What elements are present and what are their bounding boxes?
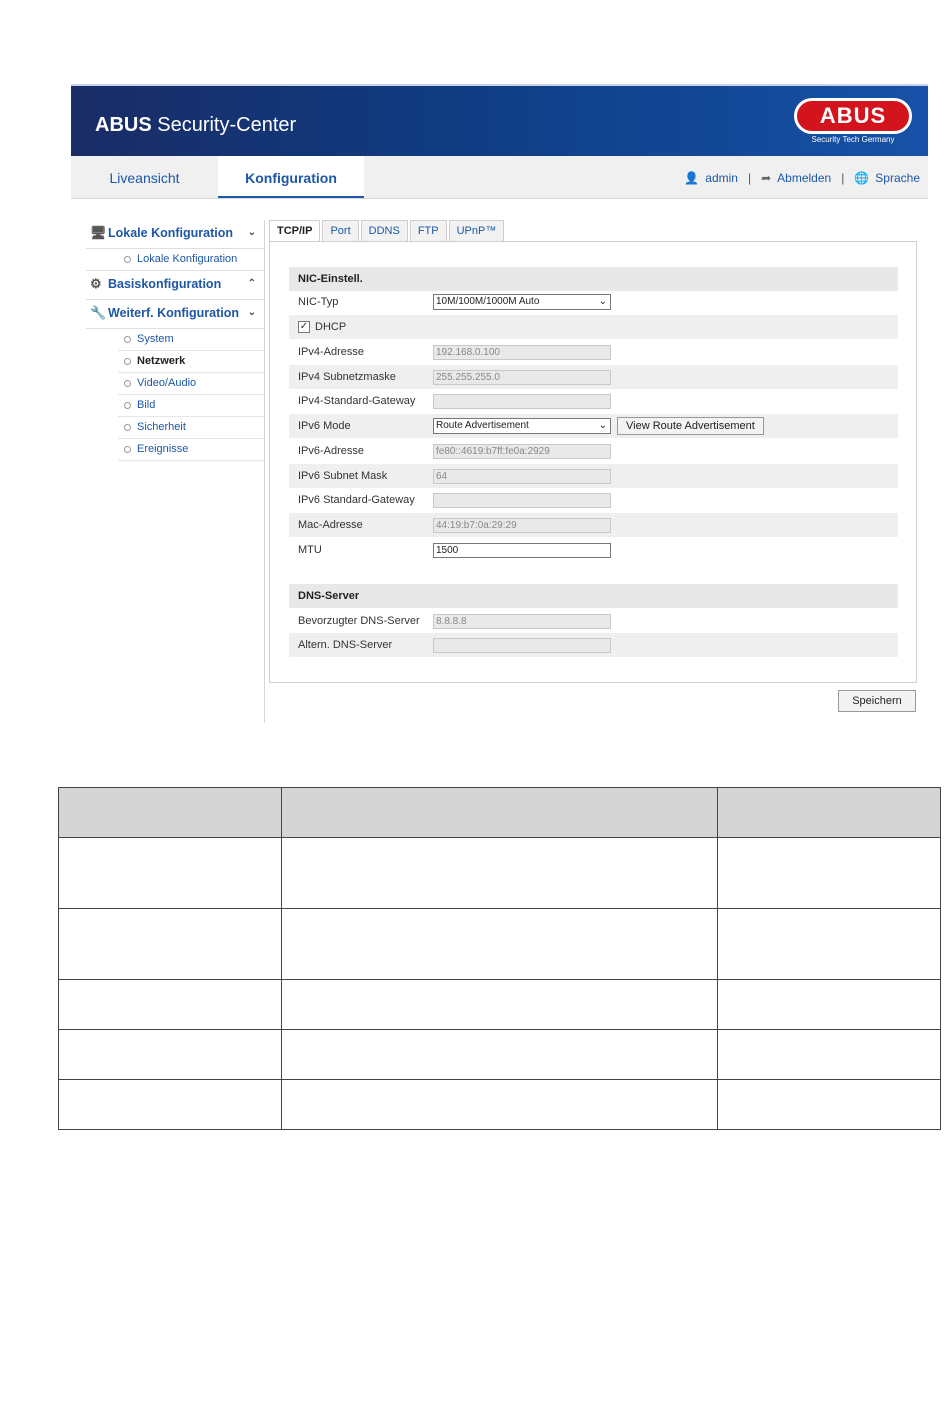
separator: | bbox=[747, 171, 752, 185]
table-cell bbox=[59, 838, 282, 909]
dns-section-header bbox=[289, 584, 898, 608]
bullet-icon bbox=[124, 336, 131, 343]
row-ipv6-mode bbox=[289, 414, 898, 438]
nic-type-select[interactable] bbox=[433, 294, 611, 310]
field-label: IPv4-Adresse bbox=[298, 346, 365, 358]
table-cell bbox=[59, 980, 282, 1030]
select-value: 10M/100M/1000M Auto bbox=[436, 296, 540, 307]
ipv6-mask-input[interactable]: 64 bbox=[433, 469, 611, 484]
table-cell bbox=[718, 838, 941, 909]
section-title: NIC-Einstell. bbox=[298, 273, 363, 285]
chevron-down-icon: ⌄ bbox=[247, 307, 256, 318]
bullet-icon bbox=[124, 402, 131, 409]
sidebar-item-label: Bild bbox=[137, 399, 156, 411]
row-ipv4-gateway bbox=[289, 389, 898, 413]
tab-port[interactable]: Port bbox=[322, 220, 358, 241]
field-label: IPv6-Adresse bbox=[298, 445, 365, 457]
field-label: NIC-Typ bbox=[298, 296, 339, 308]
select-value: Route Advertisement bbox=[436, 420, 529, 431]
row-dns-alternate bbox=[289, 633, 898, 657]
table-cell bbox=[282, 838, 718, 909]
table-cell bbox=[718, 1030, 941, 1080]
field-label: IPv4-Standard-Gateway bbox=[298, 395, 416, 407]
field-label: IPv6 Subnet Mask bbox=[298, 470, 388, 482]
mac-address-input[interactable]: 44:19:b7:0a:29:29 bbox=[433, 518, 611, 533]
row-mac-address bbox=[289, 513, 898, 537]
row-dhcp bbox=[289, 315, 898, 339]
content-tabs bbox=[269, 220, 506, 242]
save-button[interactable]: Speichern bbox=[838, 690, 916, 712]
wrench-icon: 🔧 bbox=[90, 305, 107, 320]
tab-konfiguration[interactable]: Konfiguration bbox=[218, 156, 364, 198]
field-label: Bevorzugter DNS-Server bbox=[298, 615, 420, 627]
tab-ftp[interactable]: FTP bbox=[410, 220, 447, 241]
field-label: IPv6 Standard-Gateway bbox=[298, 494, 415, 506]
sidebar-section-advanced[interactable] bbox=[86, 300, 264, 329]
field-label: Mac-Adresse bbox=[298, 519, 363, 531]
bullet-icon bbox=[124, 256, 131, 263]
sidebar-section-label: Weiterf. Konfiguration bbox=[108, 306, 240, 320]
abus-logo bbox=[794, 98, 912, 146]
field-label: IPv4 Subnetzmaske bbox=[298, 371, 396, 383]
ipv6-gateway-input[interactable] bbox=[433, 493, 611, 508]
ipv4-gateway-input[interactable] bbox=[433, 394, 611, 409]
separator: | bbox=[841, 171, 845, 185]
language-link[interactable]: Sprache bbox=[875, 171, 920, 185]
logout-icon: ➦ bbox=[761, 171, 772, 185]
sidebar-section-label: Basiskonfiguration bbox=[108, 277, 222, 291]
sidebar-item-label: Video/Audio bbox=[137, 377, 197, 389]
sidebar-item-bild[interactable] bbox=[118, 395, 264, 417]
row-ipv6-gateway bbox=[289, 488, 898, 512]
sidebar-item-system[interactable] bbox=[118, 329, 264, 351]
field-label: MTU bbox=[298, 544, 322, 556]
sidebar-item-label: Lokale Konfiguration bbox=[137, 253, 238, 265]
field-label: Altern. DNS-Server bbox=[298, 639, 393, 651]
sidebar-item-video-audio[interactable] bbox=[118, 373, 264, 395]
user-icon: 👤 bbox=[684, 171, 700, 185]
sidebar-item-label: System bbox=[137, 333, 174, 345]
logo-wordmark: ABUS bbox=[794, 98, 912, 134]
sidebar-item-ereignisse[interactable] bbox=[118, 439, 264, 461]
table-cell bbox=[718, 909, 941, 980]
table-cell bbox=[282, 909, 718, 980]
table-cell bbox=[59, 909, 282, 980]
row-mtu bbox=[289, 538, 898, 562]
gear-icon: ⚙ bbox=[90, 276, 102, 291]
section-title: DNS-Server bbox=[298, 590, 360, 602]
table-cell bbox=[718, 1080, 941, 1130]
table-cell bbox=[59, 1030, 282, 1080]
row-ipv6-address bbox=[289, 439, 898, 463]
sidebar-item-sicherheit[interactable] bbox=[118, 417, 264, 439]
sidebar-item-local-config[interactable] bbox=[118, 249, 264, 270]
table-row bbox=[59, 838, 941, 909]
table-row bbox=[59, 1030, 941, 1080]
app-title-rest: Security-Center bbox=[151, 114, 297, 136]
sidebar bbox=[86, 220, 264, 461]
sidebar-divider bbox=[264, 220, 265, 723]
app-title bbox=[95, 114, 296, 137]
view-route-advertisement-button[interactable]: View Route Advertisement bbox=[617, 417, 764, 435]
row-nic-type bbox=[289, 290, 898, 314]
chevron-up-icon: ⌃ bbox=[247, 278, 256, 289]
dhcp-checkbox[interactable]: ✓ bbox=[299, 321, 309, 333]
row-ipv6-mask bbox=[289, 464, 898, 488]
dns-preferred-input[interactable]: 8.8.8.8 bbox=[433, 614, 611, 629]
bullet-icon bbox=[124, 446, 131, 453]
table-row bbox=[59, 909, 941, 980]
tab-upnp[interactable]: UPnP™ bbox=[449, 220, 505, 241]
sidebar-item-netzwerk[interactable] bbox=[118, 351, 264, 373]
ipv4-mask-input[interactable]: 255.255.255.0 bbox=[433, 370, 611, 385]
ipv6-mode-select[interactable] bbox=[433, 418, 611, 434]
sidebar-section-label: Lokale Konfiguration bbox=[108, 226, 233, 240]
table-cell bbox=[282, 1030, 718, 1080]
mtu-input[interactable]: 1500 bbox=[433, 543, 611, 558]
row-ipv4-address bbox=[289, 340, 898, 364]
sidebar-section-local[interactable] bbox=[86, 220, 264, 249]
tab-tcpip[interactable]: TCP/IP bbox=[269, 220, 320, 243]
bullet-icon bbox=[124, 380, 131, 387]
document-table bbox=[58, 787, 941, 1130]
table-row bbox=[59, 980, 941, 1030]
chevron-down-icon: ⌄ bbox=[598, 420, 607, 431]
table-cell bbox=[282, 1080, 718, 1130]
logo-tagline: Security Tech Germany bbox=[811, 135, 895, 144]
table-header-cell bbox=[718, 788, 941, 838]
table-header-cell bbox=[59, 788, 282, 838]
globe-icon: 🌐 bbox=[854, 171, 870, 185]
logout-link[interactable]: Abmelden bbox=[777, 171, 832, 185]
chevron-down-icon: ⌄ bbox=[598, 296, 607, 307]
row-ipv4-mask bbox=[289, 365, 898, 389]
table-header-row bbox=[59, 788, 941, 838]
top-nav bbox=[71, 156, 928, 199]
user-name[interactable]: admin bbox=[705, 171, 738, 185]
tab-ddns[interactable]: DDNS bbox=[361, 220, 408, 241]
tcpip-settings-panel bbox=[269, 241, 917, 683]
chevron-down-icon: ⌄ bbox=[247, 227, 256, 238]
bullet-icon bbox=[124, 424, 131, 431]
table-cell bbox=[282, 980, 718, 1030]
table-header-cell bbox=[282, 788, 718, 838]
nic-section-header bbox=[289, 267, 898, 291]
sidebar-item-label: Sicherheit bbox=[137, 421, 186, 433]
sidebar-section-basic[interactable] bbox=[86, 270, 264, 300]
table-cell bbox=[59, 1080, 282, 1130]
bullet-icon bbox=[124, 358, 131, 365]
tab-liveansicht[interactable]: Liveansicht bbox=[109, 170, 180, 186]
ipv4-address-input[interactable]: 192.168.0.100 bbox=[433, 345, 611, 360]
field-label: IPv6 Mode bbox=[298, 420, 351, 432]
user-bar bbox=[684, 171, 920, 185]
table-cell bbox=[718, 980, 941, 1030]
sidebar-item-label: Netzwerk bbox=[137, 355, 186, 367]
sidebar-item-label: Ereignisse bbox=[137, 443, 189, 455]
app-title-bold: ABUS bbox=[95, 114, 152, 136]
dhcp-option bbox=[298, 315, 346, 339]
app-banner bbox=[71, 84, 928, 158]
row-dns-preferred bbox=[289, 609, 898, 633]
monitor-icon: 🖥 bbox=[90, 225, 107, 240]
field-label: DHCP bbox=[315, 321, 347, 333]
ipv6-address-input[interactable]: fe80::4619:b7ff:fe0a:2929 bbox=[433, 444, 611, 459]
dns-alternate-input[interactable] bbox=[433, 638, 611, 653]
table-row bbox=[59, 1080, 941, 1130]
